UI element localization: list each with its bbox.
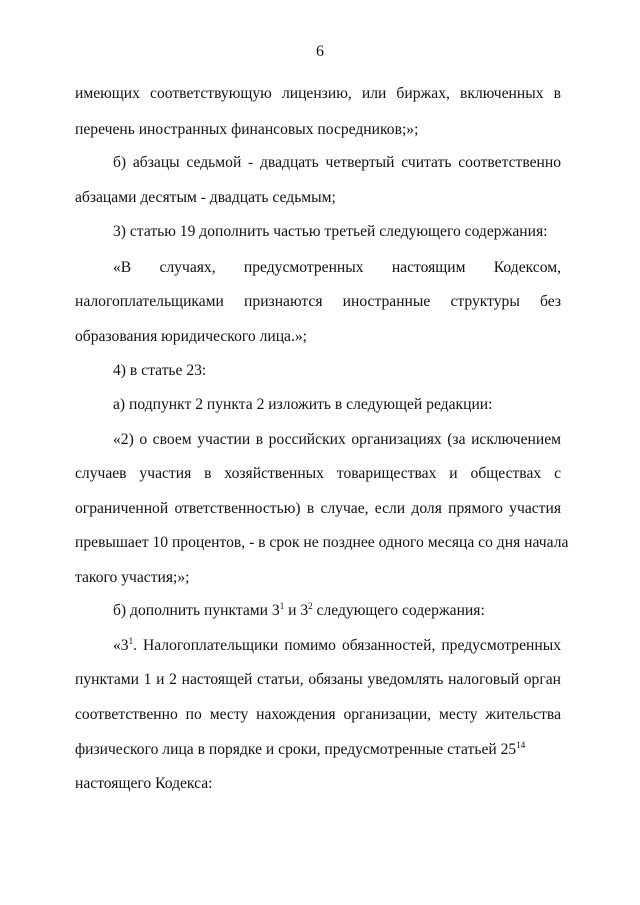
text-line-16-part-c: следующего содержания: (312, 602, 485, 619)
text-line-17-part-a: «3 (113, 637, 129, 654)
text-line-16 (113, 601, 561, 621)
text-line-3: б) абзацы седьмой - двадцать четвертый считать соответственно (113, 154, 561, 171)
text-line-16-part-a: б) дополнить пунктами 3 (113, 602, 280, 619)
text-line-5: 3) статью 19 дополнить частью третьей следующего содержания: (113, 223, 548, 240)
text-line-17-part-b: . Налогоплательщики помимо обязанностей, предусмотренных (133, 637, 561, 654)
page-number: 6 (316, 43, 324, 60)
text-line-20 (75, 740, 561, 760)
text-line-9: 4) в статье 23: (113, 362, 207, 379)
superscript-2: 2 (308, 601, 313, 611)
superscript-1: 1 (279, 601, 285, 611)
text-line-8: образования юридического лица.»; (75, 328, 308, 345)
superscript-1: 1 (128, 636, 134, 646)
text-line-6: «В случаях, предусмотренных настоящим Кодексом, (113, 259, 561, 276)
text-line-19: соответственно по месту нахождения организации, месту жительства (75, 706, 561, 723)
text-line-2: перечень иностранных финансовых посредников;»; (75, 121, 419, 138)
text-line-16-part-b: и 3 (284, 602, 309, 619)
text-line-21: настоящего Кодекса: (75, 775, 213, 792)
text-line-11: «2) о своем участии в российских организациях (за исключением (113, 431, 561, 448)
text-line-17 (113, 636, 561, 656)
text-line-13: ограниченной ответственностью) в случае, если доля прямого участия (75, 500, 561, 517)
text-line-12: случаев участия в хозяйственных товариществах и обществах с (75, 465, 561, 482)
text-line-7: налогоплательщиками признаются иностранные структуры без (75, 293, 561, 310)
text-line-4: абзацами десятым - двадцать седьмым; (75, 189, 336, 206)
text-line-14: превышает 10 процентов, - в срок не позднее одного месяца со дня начала (75, 534, 569, 551)
superscript-14: 14 (516, 740, 526, 750)
text-line-10: а) подпункт 2 пункта 2 изложить в следующей редакции: (113, 396, 493, 413)
text-line-15: такого участия;»; (75, 569, 190, 586)
text-line-1: имеющих соответствующую лицензию, или биржах, включенных в (75, 85, 561, 102)
text-line-18: пунктами 1 и 2 настоящей статьи, обязаны уведомлять налоговый орган (75, 671, 561, 688)
text-line-20-part-a: физического лица в порядке и сроки, предусмотренные статьей 25 (75, 741, 517, 758)
